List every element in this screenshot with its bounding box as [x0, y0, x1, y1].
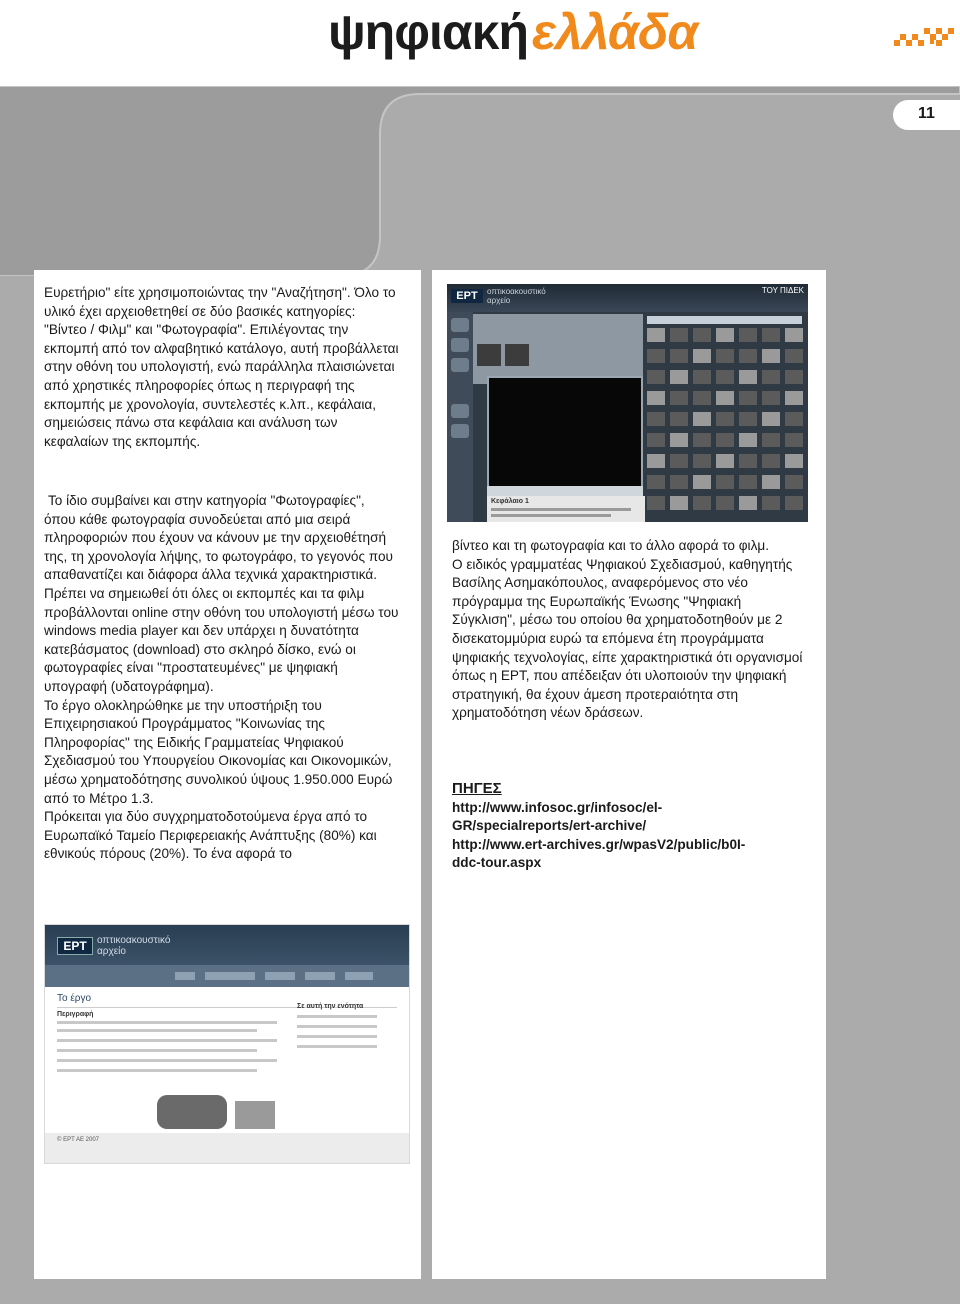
s1-thumbnail[interactable]: [785, 328, 803, 342]
s2-side-link[interactable]: [297, 1035, 377, 1038]
s1-thumbnail[interactable]: [785, 433, 803, 447]
s1-thumbnail[interactable]: [647, 475, 665, 489]
s1-chapter-info: [487, 496, 645, 522]
s1-thumbnail[interactable]: [716, 370, 734, 384]
s1-thumbnail[interactable]: [739, 349, 757, 363]
s1-thumbnail[interactable]: [785, 349, 803, 363]
s1-thumbnail[interactable]: [670, 496, 688, 510]
band-fold-decoration: [0, 86, 960, 276]
s1-thumbnail[interactable]: [647, 433, 665, 447]
sources-title: ΠΗΓΕΣ: [452, 780, 502, 797]
s2-navbar: [45, 965, 409, 987]
logo-word-psifiaki: ψηφιακή: [328, 4, 529, 60]
s2-text-line: [57, 1069, 257, 1072]
s1-chapter-title: Κεφάλαιο 1: [491, 498, 529, 505]
s1-thumbnail[interactable]: [716, 433, 734, 447]
s1-thumbnail[interactable]: [693, 328, 711, 342]
s2-subtitle-line1: οπτικοακουστικό: [97, 935, 171, 946]
s1-thumbnail[interactable]: [739, 433, 757, 447]
s1-thumbnail[interactable]: [716, 349, 734, 363]
s1-thumbnail[interactable]: [670, 412, 688, 426]
screenshot-video-player: [447, 284, 808, 522]
s2-page-title: Το έργο: [57, 993, 92, 1004]
s1-thumbnail[interactable]: [762, 349, 780, 363]
s1-thumbnail[interactable]: [762, 454, 780, 468]
magazine-logo: [328, 2, 697, 62]
s2-text-line: [57, 1049, 257, 1052]
right-paragraphs: [452, 537, 804, 723]
s1-corner-text: ΤΟΥ ΠΙΔΕΚ: [761, 286, 804, 295]
s1-thumbnail[interactable]: [647, 412, 665, 426]
s2-film-projector-icon: [157, 1095, 227, 1129]
s2-side-link[interactable]: [297, 1015, 377, 1018]
s1-thumbnail[interactable]: [647, 349, 665, 363]
s1-thumbnail[interactable]: [785, 412, 803, 426]
s1-thumbnail[interactable]: [739, 475, 757, 489]
paragraph-video-film: βίντεο και τη φωτογραφία και το άλλο αφορά το φιλμ.: [452, 538, 769, 553]
s2-nav-item[interactable]: [265, 972, 295, 980]
left-paragraphs-2: [44, 492, 400, 864]
s1-thumbnail[interactable]: [716, 328, 734, 342]
paragraph-photos: Το ίδιο συμβαίνει και στην κατηγορία "Φωτογραφίες", όπου κάθε φωτογραφία συνοδεύεται από μια σειρά πληροφοριών που έχουν να κάνουν με την αρχειοθέτησή της, τη χρονολογία λήψης, το φωτογράφο, το γεγονός που απαθανατίζει και διάφορα άλλα τεχνικά χαρακτηριστικά.: [44, 493, 393, 583]
s2-subtitle: [97, 935, 170, 957]
s1-thumbnail[interactable]: [716, 454, 734, 468]
s2-nav-item[interactable]: [175, 972, 195, 980]
s1-thumbnail[interactable]: [785, 475, 803, 489]
paragraph-secretary-quote: Ο ειδικός γραμματέας Ψηφιακού Σχεδιασμού, καθηγητής Βασίλης Ασημακόπουλος, αναφερόμενος στο νέο πρόγραμμα της Ευρωπαϊκής Ένωσης "Ψηφιακή Σύγκλιση", μέσω του οποίου θα χρηματοδοτηθούν με 2 δισεκατομμύρια ευρώ τα επόμενα έτη προγράμματα ψηφιακής τεχνολογίας, είπε χαρακτηριστικά ότι οργανισμοί όπως η ΕΡΤ, που απέδειξαν ότι υλοποιούν την ψηφιακή στρατηγική, θα έχουν άμεση προτεραιότητα στη χρηματοδότηση νέων δράσεων.: [452, 556, 803, 721]
s2-footer: [45, 1133, 409, 1163]
checker-pattern-icon: [892, 26, 954, 50]
s1-thumbnail[interactable]: [739, 391, 757, 405]
s1-thumbnail[interactable]: [739, 370, 757, 384]
s2-nav-item[interactable]: [345, 972, 373, 980]
s1-thumbnail[interactable]: [716, 391, 734, 405]
s1-thumbnail[interactable]: [647, 454, 665, 468]
s1-thumbnail[interactable]: [693, 454, 711, 468]
s1-thumbnail[interactable]: [739, 412, 757, 426]
source-link-2-line2[interactable]: ddc-tour.aspx: [452, 855, 542, 871]
s2-text-line: [57, 1059, 277, 1062]
s1-thumbnail[interactable]: [762, 391, 780, 405]
source-link-1-line1[interactable]: http://www.infosoc.gr/infosoc/el-: [452, 799, 663, 815]
s1-thumbnail[interactable]: [716, 475, 734, 489]
s1-subtitle: [487, 287, 546, 305]
sources-block: [452, 780, 804, 873]
s2-section-description: Περιγραφή: [57, 1011, 94, 1018]
s2-topbar: [45, 925, 409, 965]
s2-text-line: [57, 1021, 277, 1024]
s2-footer-text: © ΕΡΤ ΑΕ 2007: [57, 1137, 100, 1143]
s1-thumbnail[interactable]: [739, 328, 757, 342]
s2-film-reel-icon: [235, 1101, 275, 1129]
s1-thumbnail[interactable]: [670, 349, 688, 363]
s1-sidebar: [447, 312, 473, 522]
s1-thumbnail[interactable]: [716, 412, 734, 426]
s1-thumbnail[interactable]: [762, 496, 780, 510]
s2-ert-logo: ΕΡΤ: [57, 937, 93, 955]
s1-thumbnail[interactable]: [647, 370, 665, 384]
s1-thumbnail[interactable]: [670, 475, 688, 489]
s2-text-line: [57, 1029, 257, 1032]
s1-thumbnail[interactable]: [693, 370, 711, 384]
s2-text-line: [57, 1039, 277, 1042]
s1-grid-header: [647, 316, 802, 324]
s2-nav-item[interactable]: [205, 972, 255, 980]
s1-thumbnail[interactable]: [693, 433, 711, 447]
s1-thumbnail[interactable]: [693, 475, 711, 489]
source-link-2-line1[interactable]: http://www.ert-archives.gr/wpasV2/public/b0I-: [452, 836, 746, 852]
s1-thumbnail[interactable]: [762, 475, 780, 489]
source-link-1-line2[interactable]: GR/specialreports/ert-archive/: [452, 818, 647, 834]
s1-thumbnail[interactable]: [785, 454, 803, 468]
s1-video-screen: [487, 376, 643, 488]
paragraph-archive-intro: Ευρετήριο" είτε χρησιμοποιώντας την "Αναζήτηση". Όλο το υλικό έχει αρχειοθετηθεί σε δύο βασικές κατηγορίες: "Βίντεο / Φιλμ" και "Φωτογραφία". Επιλέγοντας την εκπομπή από τον αλφαβητικό κατάλογο, αυτή προβάλλεται στην οθόνη του υπολογιστή, ενώ παράλληλα πλαισιώνεται από χρηστικές πληροφορίες όπως η περιγραφή της εκπομπής με χρονολογία, συντελεστές κ.λπ., κεφάλαια, σημειώσεις πάνω στα κεφάλαια και ανάλυση των κεφαλαίων της εκπομπής.: [44, 285, 399, 449]
s1-thumbnail[interactable]: [739, 454, 757, 468]
paragraph-online-viewing: Πρέπει να σημειωθεί ότι όλες οι εκπομπές και τα φιλμ προβάλλονται online στην οθόνη του υπολογιστή μέσω του windows media player και δεν υπάρχει η δυνατότητα κατεβάσματος (download) στο σκληρό δίσκο, ενώ οι φωτογραφίες είναι "προστατευμένες" με ψηφιακή υπογραφή (υδατογράφημα).: [44, 585, 399, 694]
paragraph-cofunding: Πρόκειται για δύο συγχρηματοδοτούμενα έργα από το Ευρωπαϊκό Ταμείο Περιφερειακής Ανάπτυξης (80%) και εθνικούς πόρους (20%). Το ένα αφορά το: [44, 809, 377, 862]
logo-word-ellada: ελλάδα: [532, 4, 698, 60]
s1-subtitle-line1: οπτικοακουστικό: [487, 287, 546, 296]
s1-thumbnail[interactable]: [647, 328, 665, 342]
s1-thumbnail[interactable]: [693, 412, 711, 426]
s1-thumbnail[interactable]: [785, 391, 803, 405]
s1-topbar: [447, 284, 808, 312]
s1-player-controls[interactable]: [487, 486, 643, 496]
page-header: [0, 0, 960, 86]
s1-subtitle-line2: αρχείο: [487, 296, 511, 305]
s1-thumbnail[interactable]: [785, 496, 803, 510]
page-number: 11: [918, 105, 935, 122]
s1-thumbnail[interactable]: [670, 433, 688, 447]
s1-thumbnail[interactable]: [693, 391, 711, 405]
s1-ert-logo: ΕΡΤ: [451, 289, 483, 303]
page-number-tab: [893, 100, 960, 130]
s1-thumbnail[interactable]: [716, 496, 734, 510]
s1-thumbnail[interactable]: [762, 370, 780, 384]
s1-thumbnail[interactable]: [670, 328, 688, 342]
s1-film-strip: [473, 314, 643, 384]
s1-thumbnail[interactable]: [647, 496, 665, 510]
s1-thumbnail[interactable]: [762, 412, 780, 426]
s1-thumbnail[interactable]: [647, 391, 665, 405]
s1-thumbnail[interactable]: [693, 496, 711, 510]
s2-section-related: Σε αυτή την ενότητα: [297, 1003, 364, 1010]
s2-side-link[interactable]: [297, 1045, 377, 1048]
s1-thumbnail[interactable]: [739, 496, 757, 510]
s2-nav-item[interactable]: [305, 972, 335, 980]
s1-thumbnail[interactable]: [762, 433, 780, 447]
screenshot-project-page: [44, 924, 410, 1164]
s2-subtitle-line2: αρχείο: [97, 946, 126, 957]
s1-thumbnail[interactable]: [693, 349, 711, 363]
s1-thumbnail[interactable]: [670, 370, 688, 384]
s1-thumbnail[interactable]: [670, 454, 688, 468]
s1-thumbnail-grid: [643, 324, 808, 522]
s1-thumbnail[interactable]: [670, 391, 688, 405]
s1-thumbnail[interactable]: [785, 370, 803, 384]
s2-side-link[interactable]: [297, 1025, 377, 1028]
s1-thumbnail[interactable]: [762, 328, 780, 342]
paragraph-funding: Το έργο ολοκληρώθηκε με την υποστήριξη του Επιχειρησιακού Προγράμματος "Κοινωνίας της Πληροφορίας" της Ειδικής Γραμματείας Ψηφιακού Σχεδιασμού του Υπουργείου Οικονομίας και Οικονομικών, μέσω χρηματοδότησης συνολικού ύψους 1.950.000 Ευρώ από το Μέτρο 1.3.: [44, 697, 393, 806]
left-paragraph-1: [44, 284, 400, 451]
